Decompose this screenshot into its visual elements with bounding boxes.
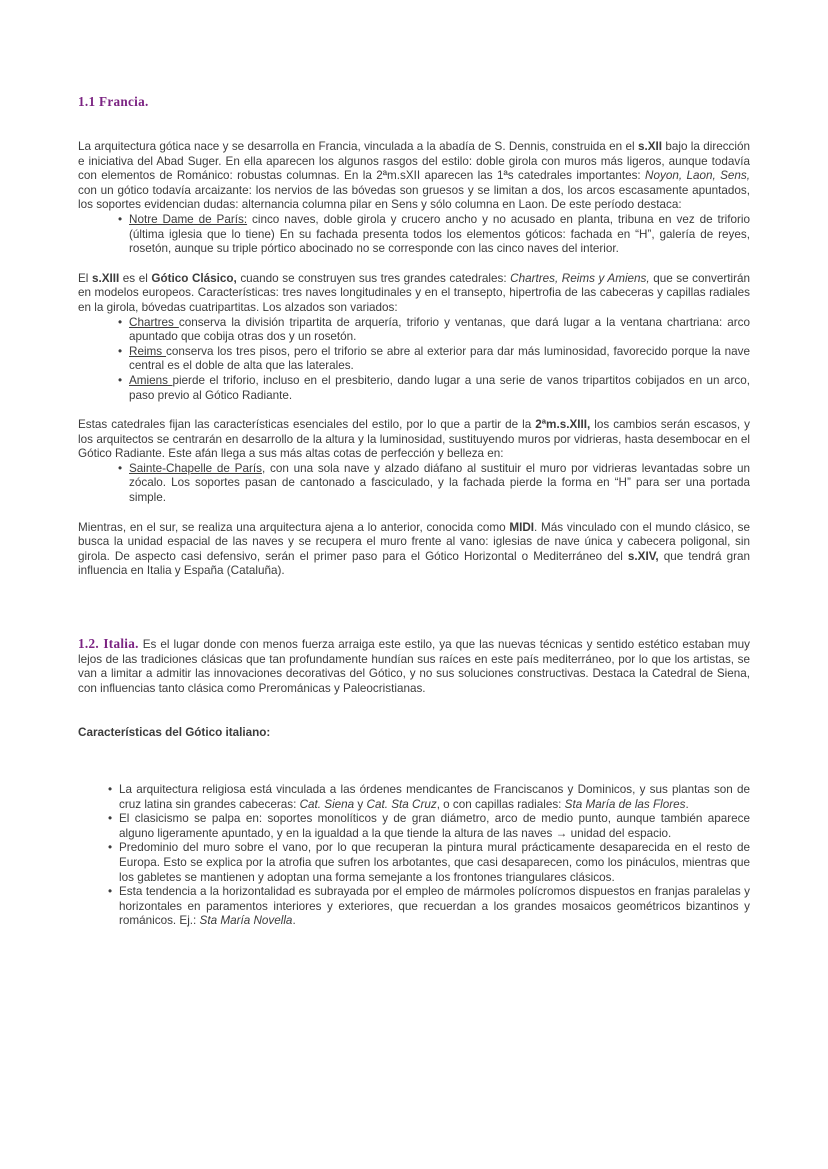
text-run: La arquitectura religiosa está vinculada a las órdenes mendicantes de Franciscanos y Dominicos, y sus plantas son de cruz latina sin grandes cabeceras: <box>119 783 750 811</box>
text-run: y <box>354 797 367 811</box>
text-run: Esta tendencia a la horizontalidad es subrayada por el empleo de mármoles polícromos dispuestos en franjas paralelas y horizontales en paramentos interiores y exteriores, que recuerdan a los grandes mosaicos geométricos bizantinos y románicos. Ej.: <box>119 885 750 928</box>
text-run: . Más vinculado con el mundo clásico, se busca la unidad espacial de las naves y se recupera el muro frente al vano: iglesias de nave única y cabecera poligonal, sin girola. De aspecto casi defensivo, serán el primer paso para el Gótico Horizontal o Mediterráneo del <box>78 520 750 563</box>
text-run: Sta María Novella <box>199 914 293 928</box>
text-run: Estas catedrales fijan las características esenciales del estilo, por lo que a partir de la <box>78 418 536 432</box>
para-gotico-clasico <box>78 272 750 316</box>
section-heading-text: 1.1 Francia. <box>78 94 149 109</box>
text-run: cuando se construyen sus tres grandes catedrales: <box>236 271 511 285</box>
text-run: Características del Gótico italiano: <box>78 726 271 740</box>
list-tres-catedrales <box>78 316 750 404</box>
text-run: Reims <box>129 344 167 358</box>
text-run: Chartres <box>129 315 179 329</box>
text-run: Predominio del muro sobre el vano, por lo que recuperan la pintura mural prácticamente desaparecida en el resto de Europa. Esto se explica por la atrofia que sufren los arbotantes, que casi desaparecen, como los pináculos, mientras que los gabletes se mantienen y adoptan una forma semejante a los frontones triangulares clásicos. <box>119 841 750 884</box>
text-run: que se convertirán en modelos europeos. Características: tres naves longitudinales y en el transepto, hipertrofia de las cabeceras y capillas radiales en la girola, bóvedas cuatripartitas. Los alzados son variados: <box>78 271 750 314</box>
section-heading-text: 1.2. Italia. <box>78 636 139 652</box>
list-sainte-chapelle <box>78 462 750 506</box>
text-run: El <box>78 271 92 285</box>
para-midi <box>78 521 750 579</box>
text-run: Sta María de las Flores <box>564 797 686 811</box>
text-run: . <box>292 914 296 928</box>
text-run: con un gótico todavía arcaizante: los nervios de las bóvedas son gruesos y se limitan a dos, los arcos escasamente apuntados, los soportes evidencian dudas: alternancia columna pilar en Sens y sólo columna en Laon. De este período destaca: <box>78 183 750 212</box>
text-run: que tendrá gran influencia en Italia y España (Cataluña). <box>78 549 750 578</box>
text-run: pierde el triforio, incluso en el presbiterio, dando lugar a una serie de vanos tripartitos cobijados en un arco, paso previo al Gótico Radiante. <box>129 373 750 402</box>
list-item <box>108 885 750 929</box>
para-francia-intro <box>78 140 750 213</box>
list-item <box>118 345 750 374</box>
text-run: Cat. Sta Cruz <box>366 797 437 811</box>
subheading-caracteristicas <box>78 726 750 741</box>
text-run: es el <box>119 271 152 285</box>
heading-1-1-francia <box>78 94 750 111</box>
para-italia <box>78 637 750 696</box>
text-run: s.XIV, <box>627 549 659 563</box>
list-item <box>118 462 750 506</box>
text-run: cinco naves, doble girola y crucero ancho y no acusado en planta, tribuna en vez de triforio (última iglesia que lo tiene) En su fachada presenta todos los elementos góticos: fachada en “H”, galería de reyes, rosetón, aunque su triple pórtico abocinado no se corresponde con las cinco naves del interior. <box>129 212 750 256</box>
text-run: La arquitectura gótica nace y se desarrolla en Francia, vinculada a la abadía de S. Dennis, construida en el <box>78 140 638 153</box>
list-gotico-italiano <box>78 783 750 929</box>
list-item <box>118 374 750 403</box>
text-run: Cat. Siena <box>299 797 355 811</box>
text-run: , con una sola nave y alzado diáfano al sustituir el muro por vidrieras levantadas sobre un zócalo. Los soportes pasan de cantonado a fasciculado, y la fachada pierde la forma en “H” para ser una portada simple. <box>129 461 750 505</box>
list-item <box>118 213 750 257</box>
text-run: Noyon, Laon, Sens, <box>645 169 750 183</box>
text-run: . <box>685 797 689 811</box>
text-run: conserva los tres pisos, pero el triforio se abre al exterior para dar más luminosidad, favorecido porque la nave central es el doble de alta que las laterales. <box>129 344 750 373</box>
text-run: , o con capillas radiales: <box>436 797 565 811</box>
list-item <box>108 841 750 885</box>
text-run: Notre Dame de París: <box>129 212 248 226</box>
text-run: s.XII <box>637 140 662 153</box>
text-run: bajo la dirección e iniciativa del Abad Suger. En ella aparecen los algunos rasgos del estilo: doble girola con muros más ligeros, aunque todavía con elementos de Románico: robustas columnas. En la 2ªm.sXII aparecen las 1ªs catedrales importantes: <box>78 140 750 183</box>
para-gotico-radiante <box>78 418 750 462</box>
text-run: Mientras, en el sur, se realiza una arquitectura ajena a lo anterior, conocida como <box>78 520 510 534</box>
text-run: los cambios serán escasos, y los arquitectos se centrarán en desarrollo de la altura y la luminosidad, sustituyendo muros por vidrieras, hasta desembocar en el Gótico Radiante. Este afán llega a sus más altas cotas de perfección y belleza en: <box>78 418 750 461</box>
text-run: Chartres, Reims y Amiens, <box>510 271 650 285</box>
list-item <box>118 316 750 345</box>
text-run: Sainte-Chapelle de París <box>129 461 262 475</box>
text-run: MIDI <box>509 520 535 534</box>
list-item <box>108 783 750 812</box>
text-run: Es el lugar donde con menos fuerza arraiga este estilo, ya que las nuevas técnicas y sentido estético estaban muy lejos de las tradiciones clásicas que tan profundamente hundían sus raíces en este país mediterráneo, por lo que los artistas, se van a limitar a admitir las innovaciones decorativas del Gótico, y no sus soluciones constructivas. Destaca la Catedral de Siena, con influencias tanto clásica como Prerománicas y Paleocristianas. <box>78 638 751 695</box>
text-run: s.XIII <box>91 271 120 285</box>
text-run: 2ªm.s.XIII, <box>535 418 591 432</box>
list-notre-dame <box>78 213 750 257</box>
text-run: Amiens <box>129 373 173 387</box>
text-run: Gótico Clásico, <box>151 271 237 285</box>
text-run: El clasicismo se palpa en: soportes monolíticos y de gran diámetro, arco de medio punto, aunque también aparece alguno ligeramente apuntado, y en la igualdad a la que tiende la altura de las naves → unidad del espacio. <box>119 812 750 840</box>
list-item <box>108 812 750 841</box>
text-run: conserva la división tripartita de arquería, triforio y ventanas, que dará lugar a la ventana chartriana: arco apuntado que cobija otras dos y un rosetón. <box>129 315 750 344</box>
